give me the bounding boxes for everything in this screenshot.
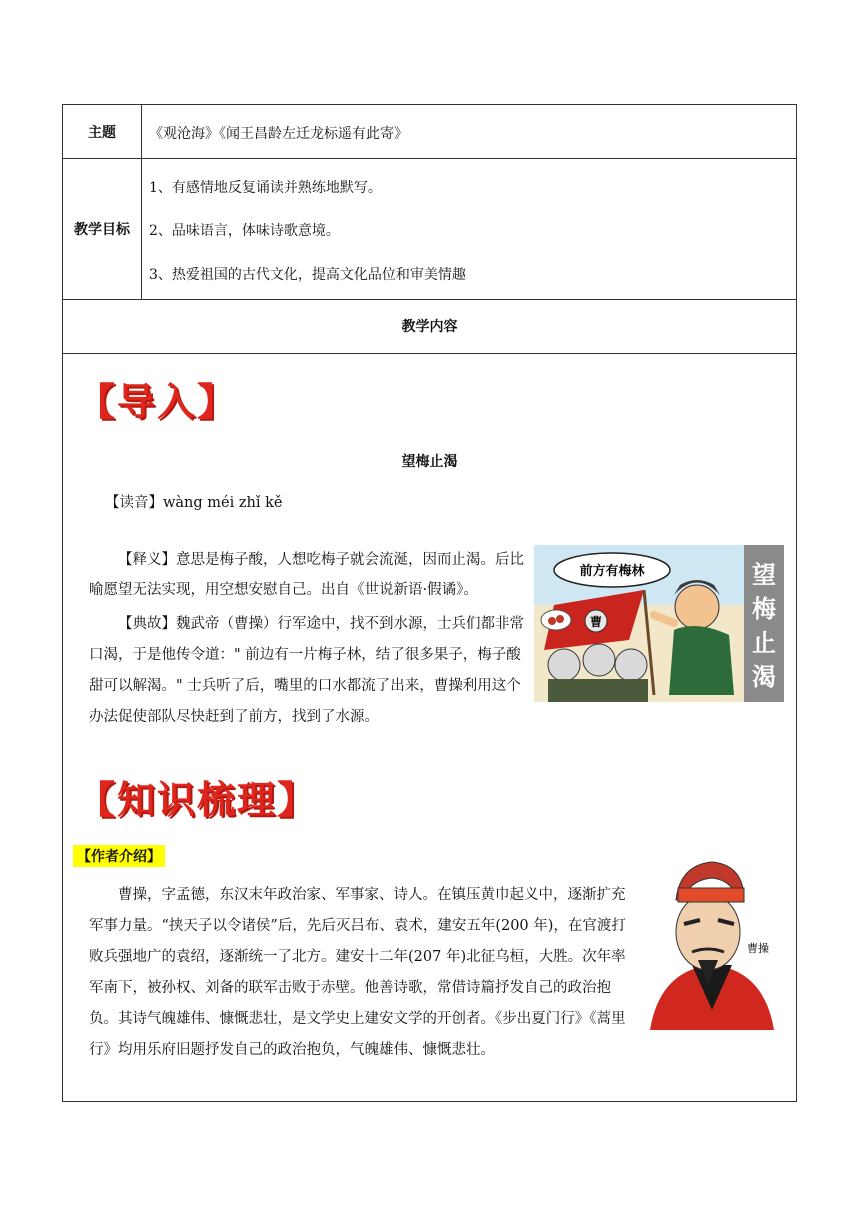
knowledge-banner: 【知识梳理】 (77, 778, 318, 822)
flag-char: 曹 (589, 615, 603, 629)
story-paragraph: 【典故】魏武帝（曹操）行军途中，找不到水源，士兵们都非常口渴，于是他传令道：" 前边有一片梅子林，结了很多果子，梅子酸甜可以解渴。" 士兵听了后，嘴里的口水都流了出来，曹操利用这个办法促使部队尽快赶到了前方，找到了水源。 (89, 616, 524, 725)
caocao-portrait (640, 860, 784, 1030)
cartoon-illustration (534, 545, 784, 702)
author-paragraph: 曹操，字孟德，东汉末年政治家、军事家、诗人。在镇压黄巾起义中，逐渐扩充军事力量。“挟天子以令诸侯”后，先后灭吕布、袁术，建安五年(200 年)，在官渡打败兵强地广的袁绍，逐渐统一了北方。建安十二年(207 年)北征乌桓，大胜。次年率军南下，被孙权、刘备的联军击败于赤壁。他善诗歌，常借诗篇抒发自己的政治抱负。其诗气魄雄伟、慷慨悲壮，是文学史上建安文学的开创者。《步出夏门行》《蒿里行》均用乐府旧题抒发自己的政治抱负，气魄雄伟、慷慨悲壮。 (89, 887, 626, 1058)
goals-label: 教学目标 (74, 221, 130, 238)
goal-item: 1、有感情地反复诵读并熟练地默写。 (149, 180, 382, 196)
pronunciation: 【读音】wàng méi zhǐ kě (105, 495, 283, 511)
row-divider (63, 353, 796, 354)
portrait-caption: 曹操 (747, 942, 769, 955)
side-char: 望 (752, 561, 776, 589)
meaning-paragraph: 【释义】意思是梅子酸，人想吃梅子就会流涎，因而止渴。后比喻愿望无法实现，用空想安慰自己。出自《世说新语·假谲》。 (89, 552, 524, 598)
content-header: 教学内容 (401, 319, 458, 335)
author-tag: 【作者介绍】 (73, 845, 165, 867)
idiom-title: 望梅止渴 (401, 454, 458, 470)
side-char: 梅 (752, 595, 776, 623)
goal-item: 3、热爱祖国的古代文化，提高文化品位和审美情趣 (149, 267, 466, 283)
topic-label: 主题 (88, 124, 116, 141)
goal-item: 2、品味语言，体味诗歌意境。 (149, 223, 340, 239)
topic-value: 《观沧海》《闻王昌龄左迁龙标遥有此寄》 (149, 126, 408, 142)
side-char: 止 (752, 629, 776, 657)
intro-banner: 【导入】 (77, 380, 238, 424)
column-divider (141, 105, 142, 299)
side-char: 渴 (752, 663, 776, 691)
speech-text: 前方有梅林 (579, 564, 645, 579)
lesson-table (62, 104, 797, 1102)
row-divider (63, 158, 796, 159)
